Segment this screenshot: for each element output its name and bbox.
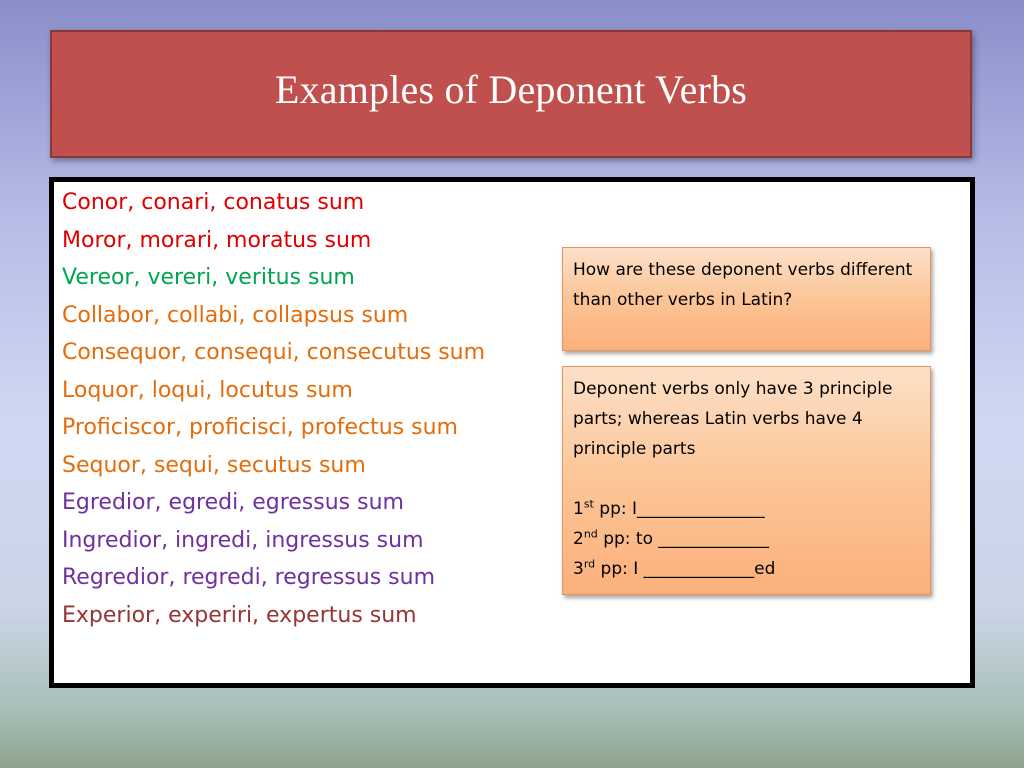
verb-item: Moror, morari, moratus sum — [62, 227, 372, 253]
verb-item: Ingredior, ingredi, ingressus sum — [62, 527, 424, 553]
verb-list — [62, 184, 485, 634]
verb-item: Proficiscor, proficisci, profectus sum — [62, 415, 458, 440]
pp3-ordinal: rd — [583, 557, 596, 571]
answer-text: Deponent verbs only have 3 principle parts; whereas Latin verbs have 4 principle parts — [573, 379, 893, 459]
pp1-number: 1 — [573, 499, 584, 519]
pp3-number: 3 — [573, 559, 584, 579]
principal-part-3 — [573, 554, 920, 584]
title-banner — [50, 30, 972, 158]
verb-item: Egredior, egredi, egressus sum — [62, 490, 404, 515]
pp1-ordinal: st — [583, 497, 594, 511]
verb-item: Experior, experiri, expertus sum — [62, 602, 417, 628]
principal-part-2 — [573, 524, 920, 554]
pp2-ordinal: nd — [583, 527, 598, 541]
answer-callout — [562, 366, 931, 595]
pp1-text: pp: I_______________ — [593, 499, 765, 519]
pp2-number: 2 — [573, 529, 584, 549]
verb-item: Vereor, vereri, veritus sum — [62, 265, 355, 290]
verb-item: Collabor, collabi, collapsus sum — [62, 302, 409, 328]
verb-item: Sequor, sequi, secutus sum — [62, 452, 366, 478]
verb-item: Conor, conari, conatus sum — [62, 190, 365, 215]
spacer — [573, 464, 920, 494]
verb-item: Regredior, regredi, regressus sum — [62, 565, 436, 590]
pp3-text: pp: I _____________ed — [595, 559, 776, 579]
question-callout — [562, 247, 931, 351]
verb-item: Loquor, loqui, locutus sum — [62, 377, 353, 403]
verb-item: Consequor, consequi, consecutus sum — [62, 340, 486, 365]
principal-part-1 — [573, 494, 920, 524]
pp2-text: pp: to _____________ — [597, 529, 769, 549]
question-text: How are these deponent verbs different than other verbs in Latin? — [573, 260, 913, 310]
slide-title: Examples of Deponent Verbs — [274, 66, 748, 112]
